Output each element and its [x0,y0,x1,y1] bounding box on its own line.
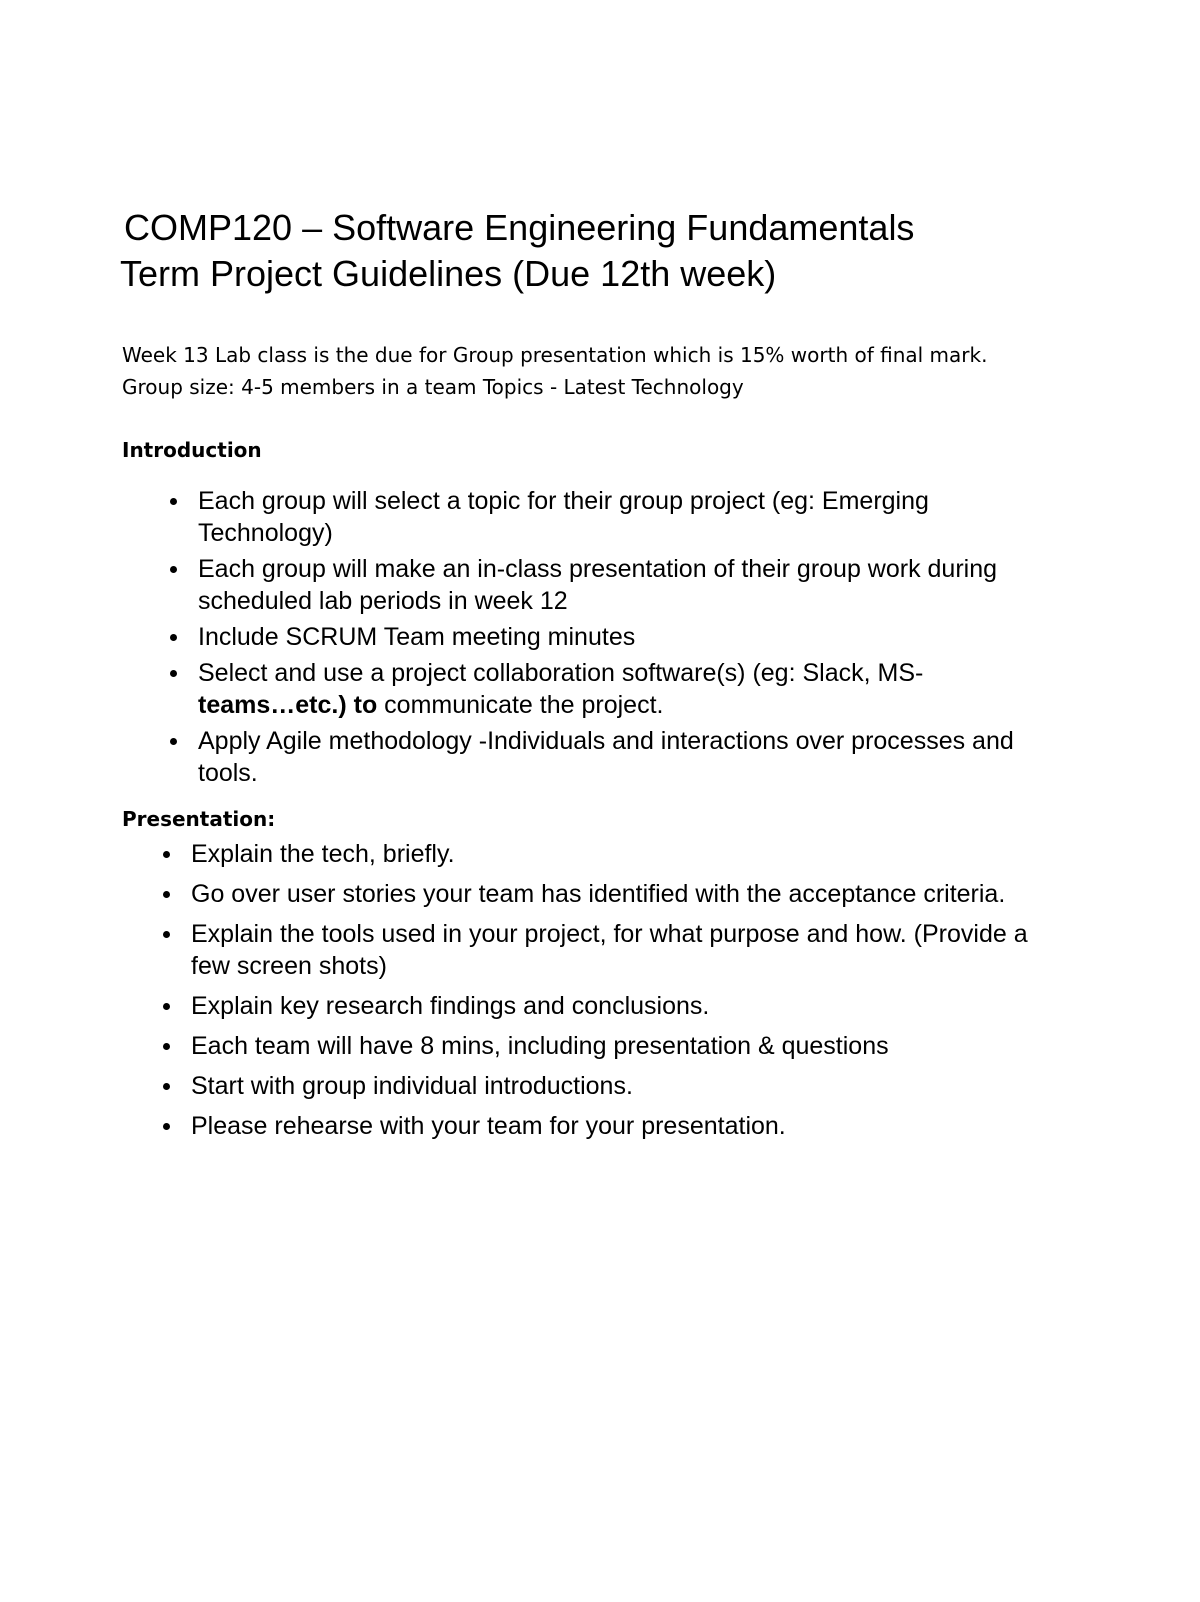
list-item-text: Please rehearse with your team for your presentation. [191,1112,786,1140]
list-item [170,657,1070,721]
list-item-text: Each group will make an in-class presentation of their group work during scheduled lab periods in week 12 [198,555,998,615]
list-item [170,485,1070,549]
list-item-text: Explain the tools used in your project, for what purpose and how. (Provide a few screen shots) [191,920,1028,980]
document-subtitle: Term Project Guidelines (Due 12th week) [120,253,777,294]
list-item-text: Explain key research findings and conclusions. [191,992,710,1020]
list-item-text: Explain the tech, briefly. [191,840,455,868]
list-item [163,1030,1063,1062]
presentation-heading: Presentation: [122,807,276,831]
list-item [163,878,1063,910]
list-item-text: Apply Agile methodology -Individuals and interactions over processes and tools. [198,727,1014,787]
introduction-heading: Introduction [122,438,262,462]
list-item [163,918,1063,982]
list-item [170,725,1070,789]
list-item-text: Each group will select a topic for their group project (eg: Emerging Technology) [198,487,929,547]
document-title: COMP120 – Software Engineering Fundamentals [124,207,915,248]
list-item [163,1110,1063,1142]
list-item [163,1070,1063,1102]
list-item-text-continued: communicate the project. [377,691,664,719]
due-info-text: Week 13 Lab class is the due for Group presentation which is 15% worth of final mark. [122,343,988,367]
list-item-text: Include SCRUM Team meeting minutes [198,623,636,651]
presentation-list [163,838,1063,1150]
group-size-text: Group size: 4-5 members in a team Topics - Latest Technology [122,375,744,399]
list-item-text: Each team will have 8 mins, including presentation & questions [191,1032,889,1060]
introduction-list [170,485,1070,793]
list-item [170,553,1070,617]
list-item [170,621,1070,653]
list-item [163,990,1063,1022]
list-item-text: Go over user stories your team has identified with the acceptance criteria. [191,880,1006,908]
list-item-text: Start with group individual introductions. [191,1072,633,1100]
list-item [163,838,1063,870]
list-item-bold-text: teams…etc.) to [198,691,378,719]
list-item-text: Select and use a project collaboration software(s) (eg: Slack, MS- [198,659,924,687]
